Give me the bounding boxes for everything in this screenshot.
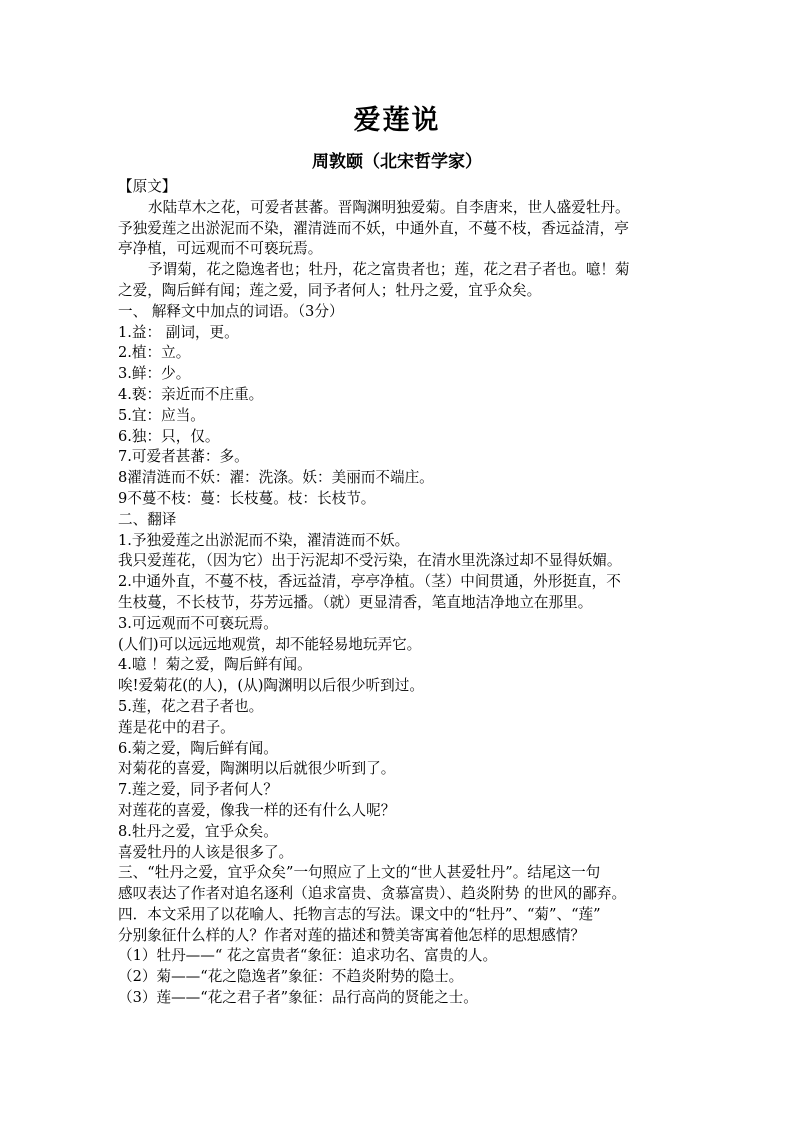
text-line: 水陆草木之花，可爱者甚蕃。晋陶渊明独爱菊。自李唐来，世人盛爱牡丹。 xyxy=(148,198,630,216)
text-line: 3.可远观而不可亵玩焉。 xyxy=(118,614,278,632)
text-line: 2.植：立。 xyxy=(118,344,191,362)
text-line: （3）莲——“花之君子者”象征：品行高尚的贤能之士。 xyxy=(118,989,478,1007)
text-line: 予独爱莲之出淤泥而不染，濯清涟而不妖，中通外直，不蔓不枝，香远益清，亭 xyxy=(118,219,629,237)
section-heading: 四．本文采用了以花喻人、托物言志的写法。课文中的“牡丹”、“菊”、“莲” xyxy=(118,905,601,923)
text-line: 6.独：只，仅。 xyxy=(118,427,220,445)
text-line: 莲是花中的君子。 xyxy=(118,718,235,736)
text-line: 3.鲜：少。 xyxy=(118,365,191,383)
section-heading: 二、翻译 xyxy=(118,510,177,528)
text-line: 予谓菊，花之隐逸者也；牡丹，花之富贵者也；莲，花之君子者也。噫！菊 xyxy=(148,261,630,279)
document-body xyxy=(118,177,678,1009)
text-line: 5.莲，花之君子者也。 xyxy=(118,697,264,715)
text-line: 唉!爱菊花(的人)，(从)陶渊明以后很少听到过。 xyxy=(118,677,424,695)
text-line: 对菊花的喜爱，陶渊明以后就很少听到了。 xyxy=(118,760,396,778)
text-line: 9不蔓不枝：蔓：长枝蔓。枝：长枝节。 xyxy=(118,489,376,507)
text-line: 之爱，陶后鲜有闻；莲之爱，同予者何人；牡丹之爱，宜乎众矣。 xyxy=(118,281,542,299)
author-subtitle: 周敦颐（北宋哲学家） xyxy=(312,152,482,172)
text-line: 亭净植，可远观而不可亵玩焉。 xyxy=(118,240,323,258)
text-line: 6.菊之爱，陶后鲜有闻。 xyxy=(118,739,278,757)
text-line: 5.宜：应当。 xyxy=(118,406,205,424)
section-heading: 一、 解释文中加点的词语。（3分） xyxy=(118,302,344,320)
text-line: 分别象征什么样的人？作者对莲的描述和赞美寄寓着他怎样的思想感情？ xyxy=(118,926,586,944)
text-line: 对莲花的喜爱，像我一样的还有什么人呢？ xyxy=(118,801,396,819)
text-line: 感叹表达了作者对追名逐利（追求富贵、贪慕富贵）、趋炎附势 的世风的鄙弃。 xyxy=(118,885,627,903)
section-label: 【原文】 xyxy=(118,178,177,195)
text-line: 7.莲之爱，同予者何人？ xyxy=(118,781,278,799)
text-line: 8濯清涟而不妖：濯：洗涤。妖：美丽而不端庄。 xyxy=(118,469,434,487)
text-line: 4.噫 ！菊之爱，陶后鲜有闻。 xyxy=(118,656,312,674)
text-line: 我只爱莲花，（因为它）出于污泥却不受污染，在清水里洗涤过却不显得妖媚。 xyxy=(118,552,622,570)
text-line: 2.中通外直，不蔓不枝，香远益清，亭亭净植。（茎）中间贯通，外形挺直，不 xyxy=(118,573,621,591)
text-line: 8.牡丹之爱，宜乎众矣。 xyxy=(118,822,278,840)
section-heading: 三、“牡丹之爱，宜乎众矣”一句照应了上文的“世人甚爱牡丹”。结尾这一句 xyxy=(118,864,601,882)
text-line: 1.予独爱莲之出淤泥而不染，濯清涟而不妖。 xyxy=(118,531,410,549)
text-line: 1.益： 副词，更。 xyxy=(118,323,239,341)
text-line: （2）菊——“花之隐逸者”象征：不趋炎附势的隐士。 xyxy=(118,968,464,986)
text-line: 喜爱牡丹的人该是很多了。 xyxy=(118,843,294,861)
text-line: 生枝蔓，不长枝节，芬芳远播。（就）更显清香，笔直地洁净地立在那里。 xyxy=(118,593,593,611)
page-title: 爱莲说 xyxy=(353,105,441,136)
text-line: 7.可爱者甚蕃：多。 xyxy=(118,448,249,466)
text-line: (人们)可以远远地观赏，却不能轻易地玩弄它。 xyxy=(118,635,422,653)
text-line: 4.亵：亲近而不庄重。 xyxy=(118,385,264,403)
text-line: （1）牡丹——“ 花之富贵者“象征：追求功名、富贵的人。 xyxy=(118,947,498,965)
